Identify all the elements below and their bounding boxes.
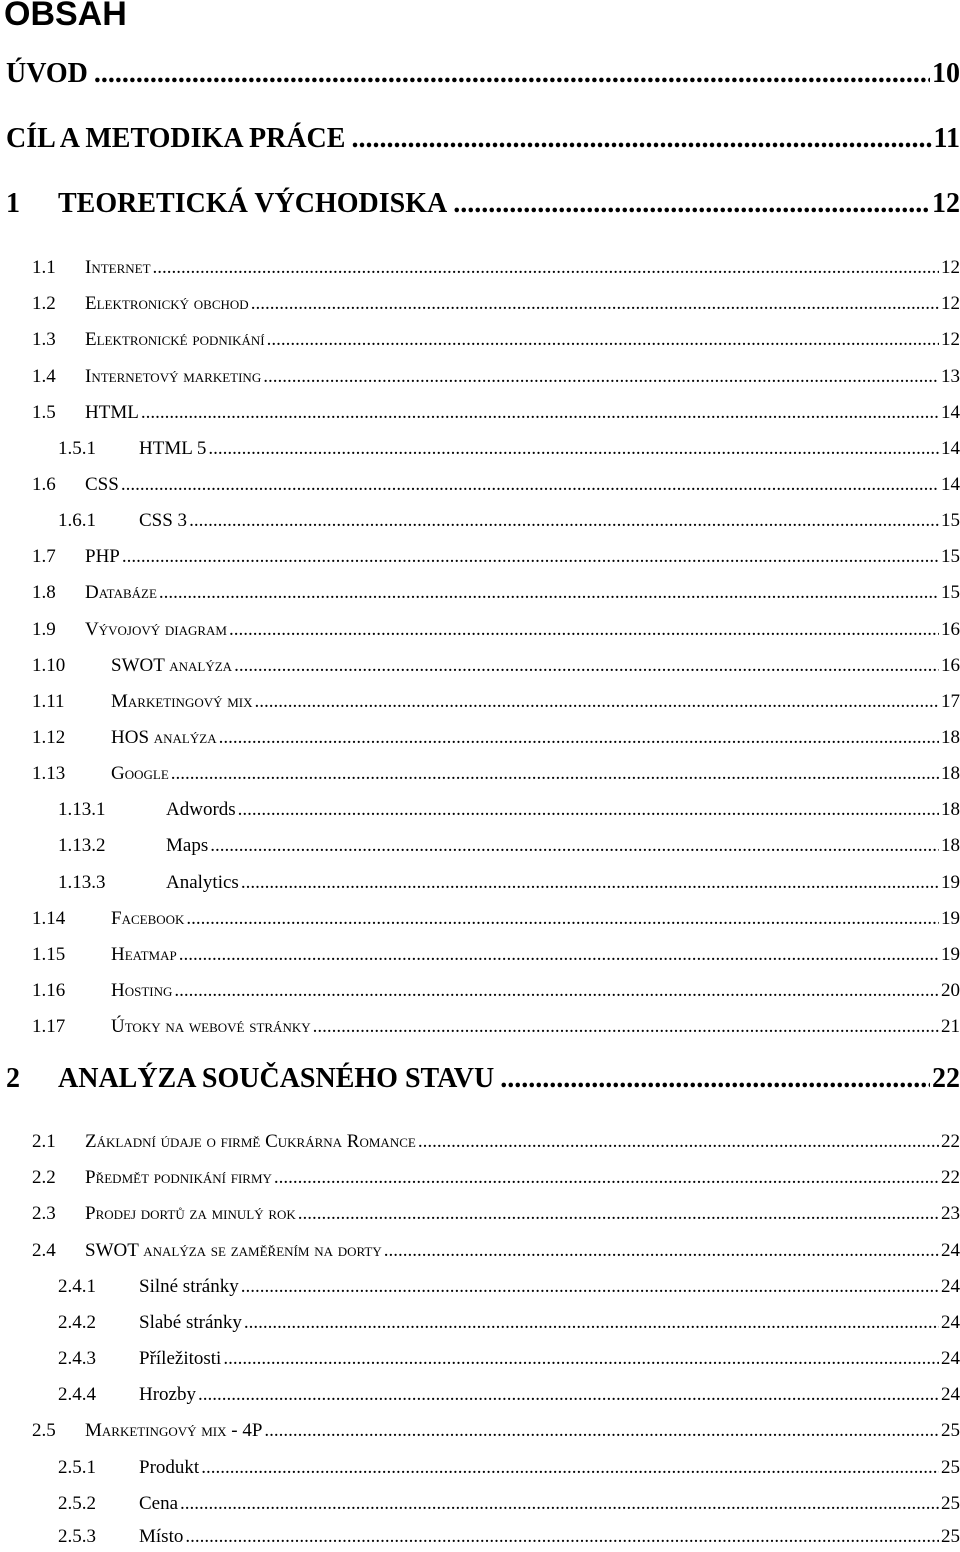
dot-leader — [180, 1493, 939, 1515]
toc-title: SWOT analýza — [111, 655, 233, 676]
toc-entry-chapter-1[interactable] — [6, 188, 960, 228]
dot-leader — [313, 1016, 939, 1038]
toc-number: 1 — [6, 188, 20, 219]
toc-entry-2-4[interactable] — [32, 1240, 960, 1266]
toc-page-number: 24 — [941, 1312, 960, 1333]
toc-number: 2.5.2 — [58, 1493, 96, 1514]
dot-leader — [201, 1457, 939, 1479]
dot-leader — [223, 1348, 939, 1370]
toc-page-number: 15 — [941, 582, 960, 603]
toc-number: 2.4.2 — [58, 1312, 96, 1333]
toc-page-number: 21 — [941, 1016, 960, 1037]
toc-page-number: 18 — [941, 799, 960, 820]
dot-leader — [500, 1063, 930, 1095]
dot-leader — [179, 944, 939, 966]
toc-entry-1-11[interactable] — [32, 691, 960, 717]
toc-title: Produkt — [139, 1457, 200, 1478]
toc-entry-1-13[interactable] — [32, 763, 960, 789]
toc-title: ANALÝZA SOUČASNÉHO STAVU — [58, 1063, 495, 1094]
toc-page-number: 24 — [941, 1384, 960, 1405]
toc-entry-2-4-3[interactable] — [58, 1348, 960, 1374]
toc-entry-2-3[interactable] — [32, 1203, 960, 1229]
dot-leader — [298, 1203, 939, 1225]
toc-number: 1.14 — [32, 908, 66, 929]
dot-leader — [244, 1312, 939, 1334]
toc-page-number: 22 — [941, 1131, 960, 1152]
toc-number: 2.4 — [32, 1240, 56, 1261]
toc-entry-1-8[interactable] — [32, 582, 960, 608]
toc-page-number: 12 — [941, 293, 960, 314]
dot-leader — [229, 619, 939, 641]
toc-entry-1-9[interactable] — [32, 619, 960, 645]
toc-title: Příležitosti — [139, 1348, 222, 1369]
dot-leader — [264, 1420, 939, 1442]
toc-entry-1-13-1[interactable] — [58, 799, 960, 825]
toc-number: 1.1 — [32, 257, 56, 278]
dot-leader — [267, 329, 939, 351]
toc-page-number: 24 — [941, 1348, 960, 1369]
toc-number: 2.3 — [32, 1203, 56, 1224]
toc-page-number: 19 — [941, 944, 960, 965]
toc-page-number: 18 — [941, 763, 960, 784]
dot-leader — [263, 366, 939, 388]
toc-number: 2.1 — [32, 1131, 56, 1152]
toc-entry-2-5-1[interactable] — [58, 1457, 960, 1483]
toc-entry-1-7[interactable] — [32, 546, 960, 572]
toc-page-number: 24 — [941, 1276, 960, 1297]
toc-page-number: 25 — [941, 1420, 960, 1441]
toc-entry-1-14[interactable] — [32, 908, 960, 934]
toc-page-number: 14 — [941, 402, 960, 423]
toc-page-number: 14 — [941, 474, 960, 495]
dot-leader — [219, 727, 939, 749]
toc-page-number: 15 — [941, 510, 960, 531]
toc-number: 2.4.1 — [58, 1276, 96, 1297]
toc-title: HTML 5 — [139, 438, 207, 459]
toc-entry-1-5[interactable] — [32, 402, 960, 428]
dot-leader — [122, 546, 939, 568]
toc-number: 1.6 — [32, 474, 56, 495]
toc-page-number: 22 — [941, 1167, 960, 1188]
toc-title: Internetový marketing — [85, 366, 262, 387]
toc-title: PHP — [85, 546, 120, 567]
toc-entry-2-4-1[interactable] — [58, 1276, 960, 1302]
dot-leader — [384, 1240, 939, 1262]
toc-entry-1-5-1[interactable] — [58, 438, 960, 464]
toc-page-number: 12 — [932, 188, 960, 219]
dot-leader — [238, 799, 939, 821]
toc-title: Hrozby — [139, 1384, 196, 1405]
page-title: OBSAH — [4, 0, 127, 33]
toc-title: Heatmap — [111, 944, 177, 965]
toc-page-number: 20 — [941, 980, 960, 1001]
dot-leader — [94, 58, 930, 90]
toc-number: 1.13.2 — [58, 835, 106, 856]
toc-page-number: 16 — [941, 655, 960, 676]
toc-entry-1-1[interactable] — [32, 257, 960, 283]
toc-entry-1-13-2[interactable] — [58, 835, 960, 861]
toc-title: TEORETICKÁ VÝCHODISKA — [58, 188, 448, 219]
toc-page-number: 17 — [941, 691, 960, 712]
toc-entry-1-6-1[interactable] — [58, 510, 960, 536]
toc-number: 1.16 — [32, 980, 66, 1001]
toc-entry-1-16[interactable] — [32, 980, 960, 1006]
dot-leader — [185, 1526, 939, 1548]
toc-title: Adwords — [166, 799, 236, 820]
dot-leader — [241, 1276, 939, 1298]
toc-number: 1.13 — [32, 763, 66, 784]
toc-entry-2-1[interactable] — [32, 1131, 960, 1157]
toc-page-number: 25 — [941, 1493, 960, 1514]
toc-number: 1.5.1 — [58, 438, 96, 459]
toc-title: HTML — [85, 402, 139, 423]
dot-leader — [121, 474, 939, 496]
toc-number: 1.6.1 — [58, 510, 96, 531]
toc-title: Google — [111, 763, 169, 784]
dot-leader — [210, 835, 939, 857]
toc-number: 2 — [6, 1063, 20, 1094]
toc-entry-2-5[interactable] — [32, 1420, 960, 1446]
dot-leader — [453, 188, 930, 220]
toc-entry-2-4-4[interactable] — [58, 1384, 960, 1410]
dot-leader — [208, 438, 939, 460]
toc-entry-1-12[interactable] — [32, 727, 960, 753]
toc-page-number: 16 — [941, 619, 960, 640]
toc-page-number: 25 — [941, 1526, 960, 1547]
toc-title: Facebook — [111, 908, 185, 929]
toc-entry-1-17[interactable] — [32, 1016, 960, 1042]
toc-entry-1-3[interactable] — [32, 329, 960, 355]
dot-leader — [189, 510, 939, 532]
toc-entry-1-6[interactable] — [32, 474, 960, 500]
dot-leader — [418, 1131, 939, 1153]
toc-number: 1.13.3 — [58, 872, 106, 893]
toc-title: Slabé stránky — [139, 1312, 242, 1333]
toc-page-number: 23 — [941, 1203, 960, 1224]
toc-page-number: 15 — [941, 546, 960, 567]
dot-leader — [171, 763, 939, 785]
toc-title: Internet — [85, 257, 151, 278]
toc-page-number: 18 — [941, 727, 960, 748]
toc-title: Marketingový mix - 4P — [85, 1420, 263, 1441]
toc-number: 1.12 — [32, 727, 66, 748]
dot-leader — [251, 293, 939, 315]
toc-title: Elektronické podnikání — [85, 329, 265, 350]
toc-title: SWOT analýza se zaměřením na dorty — [85, 1240, 382, 1261]
toc-entry-chapter-2[interactable] — [6, 1063, 960, 1103]
toc-title: CÍL A METODIKA PRÁCE — [6, 123, 346, 154]
toc-number: 2.5.1 — [58, 1457, 96, 1478]
toc-title: Maps — [166, 835, 209, 856]
toc-entry-2-5-3[interactable] — [58, 1526, 960, 1552]
toc-title: ÚVOD — [6, 58, 88, 89]
toc-title: Databáze — [85, 582, 157, 603]
dot-leader — [186, 908, 939, 930]
toc-page-number: 25 — [941, 1457, 960, 1478]
toc-title: HOS analýza — [111, 727, 217, 748]
dot-leader — [198, 1384, 939, 1406]
toc-number: 1.3 — [32, 329, 56, 350]
toc-number: 2.5.3 — [58, 1526, 96, 1547]
toc-title: Útoky na webové stránky — [111, 1016, 311, 1037]
toc-entry-cil-a-metodika[interactable] — [6, 123, 960, 163]
dot-leader — [234, 655, 939, 677]
toc-number: 1.7 — [32, 546, 56, 567]
dot-leader — [153, 257, 939, 279]
toc-page-number: 10 — [932, 58, 960, 89]
toc-title: Prodej dortů za minulý rok — [85, 1203, 296, 1224]
toc-title: Elektronický obchod — [85, 293, 249, 314]
toc-number: 2.2 — [32, 1167, 56, 1188]
toc-title: Místo — [139, 1526, 184, 1547]
toc-title: Marketingový mix — [111, 691, 253, 712]
toc-entry-1-15[interactable] — [32, 944, 960, 970]
toc-number: 2.5 — [32, 1420, 56, 1441]
toc-number: 1.8 — [32, 582, 56, 603]
toc-page-number: 13 — [941, 366, 960, 387]
toc-number: 1.11 — [32, 691, 65, 712]
toc-number: 1.5 — [32, 402, 56, 423]
toc-page-number: 14 — [941, 438, 960, 459]
toc-title: Cena — [139, 1493, 179, 1514]
toc-page-number: 24 — [941, 1240, 960, 1261]
toc-page-number: 18 — [941, 835, 960, 856]
dot-leader — [159, 582, 939, 604]
toc-number: 1.4 — [32, 366, 56, 387]
toc-title: CSS 3 — [139, 510, 188, 531]
toc-title: Základní údaje o firmě Cukrárna Romance — [85, 1131, 416, 1152]
toc-entry-1-13-3[interactable] — [58, 872, 960, 898]
toc-entry-1-2[interactable] — [32, 293, 960, 319]
toc-page-number: 22 — [932, 1063, 960, 1094]
toc-number: 1.2 — [32, 293, 56, 314]
toc-entry-1-10[interactable] — [32, 655, 960, 681]
toc-title: CSS — [85, 474, 119, 495]
toc-page-number: 19 — [941, 908, 960, 929]
toc-title: Vývojový diagram — [85, 619, 227, 640]
dot-leader — [141, 402, 939, 424]
toc-title: Silné stránky — [139, 1276, 239, 1297]
toc-number: 1.13.1 — [58, 799, 106, 820]
toc-number: 1.9 — [32, 619, 56, 640]
toc-number: 1.10 — [32, 655, 66, 676]
toc-title: Hosting — [111, 980, 173, 1001]
dot-leader — [274, 1167, 939, 1189]
toc-title: Předmět podnikání firmy — [85, 1167, 272, 1188]
toc-entry-uvod[interactable] — [6, 58, 960, 98]
toc-number: 2.4.3 — [58, 1348, 96, 1369]
toc-number: 1.15 — [32, 944, 66, 965]
toc-number: 2.4.4 — [58, 1384, 96, 1405]
toc-title: Analytics — [166, 872, 239, 893]
toc-page-number: 12 — [941, 257, 960, 278]
dot-leader — [351, 123, 931, 155]
dot-leader — [241, 872, 939, 894]
toc-number: 1.17 — [32, 1016, 66, 1037]
toc-entry-1-4[interactable] — [32, 366, 960, 392]
toc-entry-2-5-2[interactable] — [58, 1493, 960, 1519]
toc-page-number: 12 — [941, 329, 960, 350]
toc-page-number: 19 — [941, 872, 960, 893]
toc-entry-2-4-2[interactable] — [58, 1312, 960, 1338]
dot-leader — [255, 691, 939, 713]
dot-leader — [174, 980, 939, 1002]
toc-page-number: 11 — [933, 123, 960, 154]
toc-entry-2-2[interactable] — [32, 1167, 960, 1193]
